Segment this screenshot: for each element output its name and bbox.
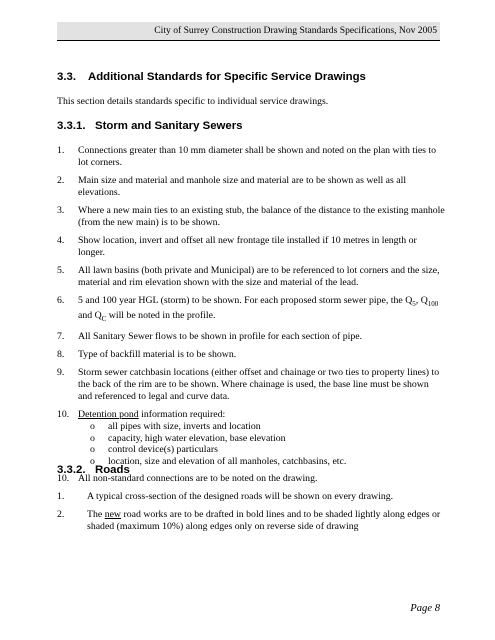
list-item-body <box>87 509 445 533</box>
list-item <box>57 295 445 325</box>
bullet-text: capacity, high water elevation, base elevation <box>108 432 286 444</box>
bullet-text: control device(s) particulars <box>108 444 218 456</box>
bullet-list <box>78 421 445 467</box>
list-item <box>57 145 445 169</box>
running-header-title: City of Surrey Construction Drawing Standards Specifications, Nov 2005 <box>154 25 437 36</box>
bullet-item <box>90 444 445 456</box>
list-item-number: 1. <box>57 145 65 156</box>
subsection-title: Storm and Sanitary Sewers <box>95 120 243 132</box>
bullet-item <box>90 456 445 468</box>
list-item-number: 1. <box>57 491 65 502</box>
list-item <box>57 235 445 259</box>
bullet-glyph: o <box>90 432 95 444</box>
subsection-number: 3.3.1. <box>57 120 86 132</box>
list-item-text: Where a new main ties to an existing stub, the balance of the distance to the existing manhole (from the new main) is to be shown. <box>78 205 445 228</box>
list-item-text: A typical cross-section of the designed roads will be shown on every drawing. <box>87 491 394 502</box>
list-item <box>57 175 445 199</box>
list-item-number: 10. <box>57 408 70 420</box>
subsection-heading-storm <box>57 120 243 132</box>
list-item-body <box>78 409 445 421</box>
list-item <box>57 509 445 533</box>
bullet-glyph: o <box>90 455 95 467</box>
bullet-glyph: o <box>90 444 95 456</box>
list-item-number: 6. <box>57 295 65 306</box>
list-item <box>57 349 445 361</box>
section-title: Additional Standards for Specific Service Drawings <box>88 71 366 83</box>
list-item <box>57 491 445 503</box>
list-item-text: All lawn basins (both private and Municipal) are to be referenced to lot corners and the size, material and rim elevation shown with the size and material of the lead. <box>78 265 440 288</box>
list-item-body <box>78 145 445 169</box>
list-item-text: Type of backfill material is to be shown. <box>78 348 237 360</box>
list-item-text: Main size and material and manhole size and material are to be shown as well as all elevations. <box>78 175 407 198</box>
list-item-body <box>78 349 445 361</box>
list-item-text: , Q <box>415 295 428 306</box>
bullet-item <box>90 421 445 433</box>
roads-list <box>57 491 445 539</box>
storm-sewer-list <box>57 145 445 491</box>
list-item <box>57 367 445 403</box>
list-item-body <box>78 295 445 325</box>
list-item-number: 9. <box>57 366 65 378</box>
list-item-number: 3. <box>57 205 65 216</box>
section-intro: This section details standards specific to individual service drawings. <box>57 96 329 107</box>
list-item-body <box>78 265 445 289</box>
bullet-glyph: o <box>90 420 95 432</box>
list-item-underlined: Detention pond <box>78 408 139 420</box>
bullet-text: all pipes with size, inverts and location <box>108 420 261 432</box>
list-item <box>57 331 445 343</box>
list-item-number: 8. <box>57 348 65 360</box>
list-item-text: All Sanitary Sewer flows to be shown in profile for each section of pipe. <box>78 330 363 342</box>
list-item-text: Storm sewer catchbasin locations (either offset and chainage or two ties to property lines) to the back of the rim are to be shown. Where chainage is used, the base line must be shown and referenced to legal and curve data. <box>78 366 440 402</box>
list-item-text: All non-standard connections are to be noted on the drawing. <box>78 473 318 485</box>
subscript: C <box>101 314 107 323</box>
list-item-text: Connections greater than 10 mm diameter shall be shown and noted on the plan with ties to lot corners. <box>78 145 437 168</box>
list-item-body <box>78 473 445 485</box>
list-item-underlined: new <box>104 509 122 520</box>
list-item-body <box>78 331 445 343</box>
list-item-text: Show location, invert and offset all new frontage tile installed if 10 metres in length or longer. <box>78 235 417 258</box>
subsection-number: 3.3.2. <box>57 464 86 476</box>
bullet-text: location, size and elevation of all manholes, catchbasins, etc. <box>108 455 347 467</box>
list-item-number: 5. <box>57 265 65 276</box>
running-header <box>57 22 440 41</box>
list-item <box>57 409 445 467</box>
list-item-number: 4. <box>57 235 65 246</box>
list-item-body <box>78 367 445 403</box>
list-item-body <box>87 491 445 503</box>
section-heading <box>57 71 366 83</box>
list-item-number: 10. <box>57 473 70 485</box>
list-item-number: 2. <box>57 175 65 186</box>
list-item-text: and Q <box>78 309 102 321</box>
list-item-body <box>78 235 445 259</box>
list-item-text: information required: <box>138 408 226 420</box>
subsection-title: Roads <box>95 464 130 476</box>
page-number: Page 8 <box>410 603 440 614</box>
section-number: 3.3. <box>57 71 76 83</box>
list-item-body <box>78 205 445 229</box>
list-item-text: 5 and 100 year HGL (storm) to be shown. For each proposed storm sewer pipe, the Q <box>78 295 413 306</box>
list-item-body <box>78 175 445 199</box>
list-item-text: will be noted in the profile. <box>106 309 216 321</box>
list-item-text: The <box>87 509 105 520</box>
list-item-number: 7. <box>57 330 65 342</box>
bullet-item <box>90 433 445 445</box>
list-item-text: road works are to be drafted in bold lines and to be shaded lightly along edges or shaded (maximum 10%) along edges only on reverse side of drawing <box>87 509 441 532</box>
subscript: 100 <box>427 299 439 308</box>
list-item <box>57 265 445 289</box>
list-item <box>57 205 445 229</box>
subsection-heading-roads <box>57 464 130 476</box>
list-item-number: 2. <box>57 509 65 520</box>
subscript: 5 <box>412 299 416 308</box>
